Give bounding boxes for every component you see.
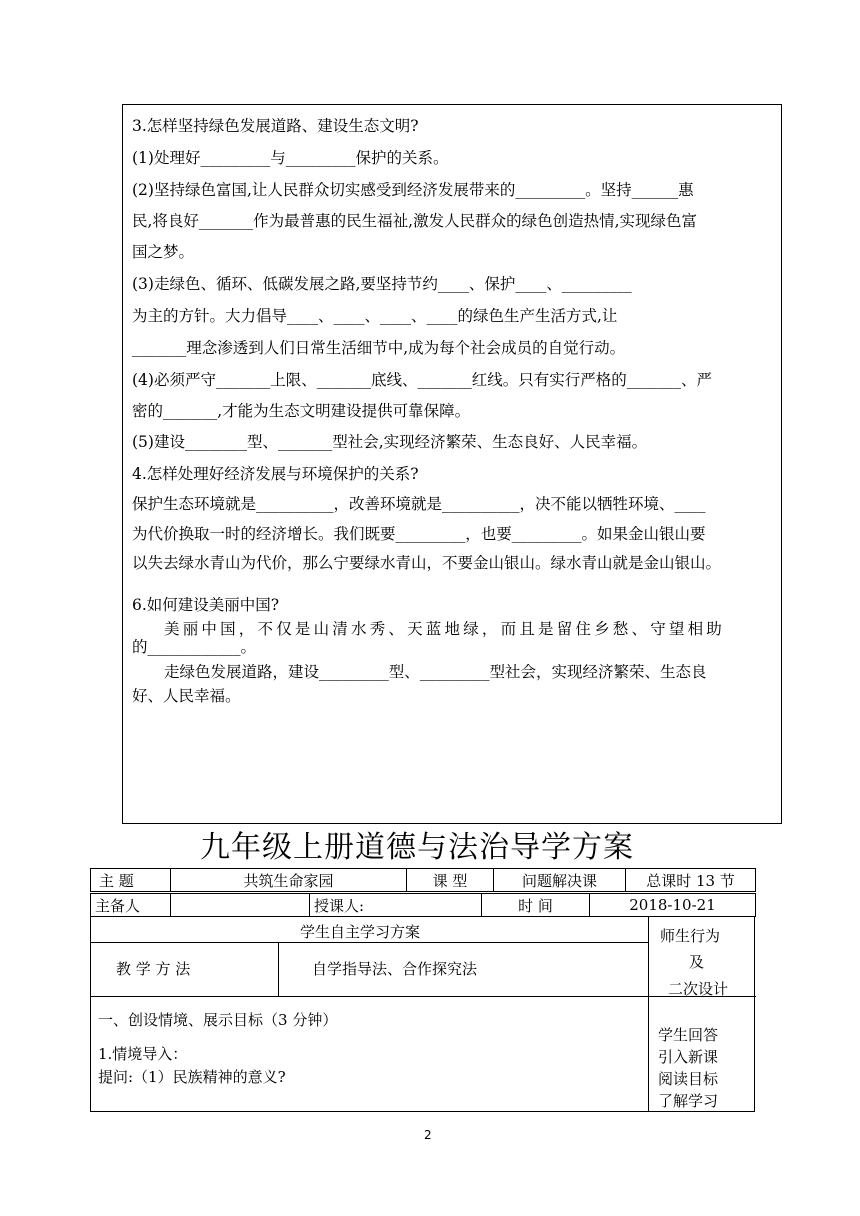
row-divider-1 <box>91 942 648 943</box>
lesson-info-row-1 <box>91 869 756 892</box>
total-hours: 总课时 13 节 <box>626 869 756 892</box>
side-note: 学生回答 <box>658 1026 719 1044</box>
question-3-item-5: (5)建设________型、_______型社会,实现经济繁荣、生态良好、人民幸福。 <box>132 433 648 451</box>
side-header-line-3: 二次设计 <box>668 980 729 998</box>
subject-value: 共筑生命家园 <box>171 869 407 892</box>
lesson-type-label: 课 型 <box>407 869 494 892</box>
lesson-info-table <box>90 868 756 892</box>
question-3-item-1: (1)处理好_________与_________保护的关系。 <box>132 149 449 167</box>
date-value: 2018-10-21 <box>590 894 756 917</box>
question-3-heading: 3.怎样坚持绿色发展道路、建设生态文明? <box>132 117 419 135</box>
preparer-value <box>171 894 310 917</box>
method-value: 自学指导法、合作探究法 <box>312 960 478 978</box>
question-4-heading: 4.怎样处理好经济发展与环境保护的关系? <box>132 465 419 483</box>
method-label: 教 学 方 法 <box>116 960 191 978</box>
question-3-item-2-line-3: 国之梦。 <box>132 243 195 261</box>
page-title: 九年级上册道德与法治导学方案 <box>200 830 634 865</box>
side-note: 了解学习 <box>658 1092 719 1110</box>
question-3-item-2-line-2: 民,将良好_______作为最普惠的民生福祉,激发人民群众的绿色创造热情,实现绿色富 <box>132 212 698 230</box>
question-6-line-2: 的____________。 <box>132 638 257 656</box>
lesson-info-table-2 <box>90 893 756 917</box>
question-3-item-4-line-2: 密的_______,才能为生态文明建设提供可靠保障。 <box>132 402 471 420</box>
question-3-item-3-line-3: _______理念渗透到人们日常生活细节中,成为每个社会成员的自觉行动。 <box>132 339 626 357</box>
preparer-label: 主备人 <box>91 894 171 917</box>
side-note: 阅读目标 <box>658 1070 719 1088</box>
question-3-item-2-line-1: (2)坚持绿色富国,让人民群众切实感受到经济发展带来的_________。坚持______惠 <box>132 181 694 199</box>
time-label: 时 间 <box>482 894 590 917</box>
question-6-line-1: 美丽中国，不仅是山清水秀、天蓝地绿，而且是留住乡愁、守望相助 <box>164 620 726 638</box>
lesson-info-row-2 <box>91 894 756 917</box>
column-divider <box>648 917 649 1112</box>
subject-label: 主 题 <box>91 869 171 892</box>
teacher-label: 授课人: <box>310 894 482 917</box>
question-3-item-3-line-1: (3)走绿色、循环、低碳发展之路,要坚持节约____、保护____、_________ <box>132 275 632 293</box>
lesson-type-value: 问题解决课 <box>494 869 626 892</box>
side-note: 引入新课 <box>658 1048 719 1066</box>
page-number: 2 <box>424 1128 432 1142</box>
question-4-line-1: 保护生态环境就是__________，改善环境就是__________，决不能以牺牲环境、____ <box>132 495 706 513</box>
intro-question: 提问:（1）民族精神的意义? <box>98 1068 286 1086</box>
method-divider <box>278 942 279 996</box>
intro-label: 1.情境导入： <box>98 1045 188 1063</box>
side-header-line-1: 师生行为 <box>660 927 721 945</box>
question-4-line-2: 为代价换取一时的经济增长。我们既要_________，也要_________。如果金山银山要 <box>132 525 706 543</box>
question-6-line-4: 好、人民幸福。 <box>132 687 241 705</box>
question-4-line-3: 以失去绿水青山为代价，那么宁要绿水青山，不要金山银山。绿水青山就是金山银山。 <box>132 554 722 572</box>
self-study-heading: 学生自主学习方案 <box>300 923 421 941</box>
section-1-heading: 一、创设情境、展示目标（3 分钟） <box>98 1011 338 1029</box>
question-3-item-4-line-1: (4)必须严守_______上限、_______底线、_______红线。只有实行严格的_______、严 <box>132 371 712 389</box>
row-divider-2 <box>91 996 756 997</box>
question-6-line-3: 走绿色发展道路，建设_________型、_________型社会，实现经济繁荣、生态良 <box>164 663 707 681</box>
question-6-heading: 6.如何建设美丽中国? <box>132 596 280 614</box>
question-3-item-3-line-2: 为主的方针。大力倡导____、____、____、____的绿色生产生活方式,让 <box>132 307 618 325</box>
side-header-line-2: 及 <box>689 953 705 971</box>
